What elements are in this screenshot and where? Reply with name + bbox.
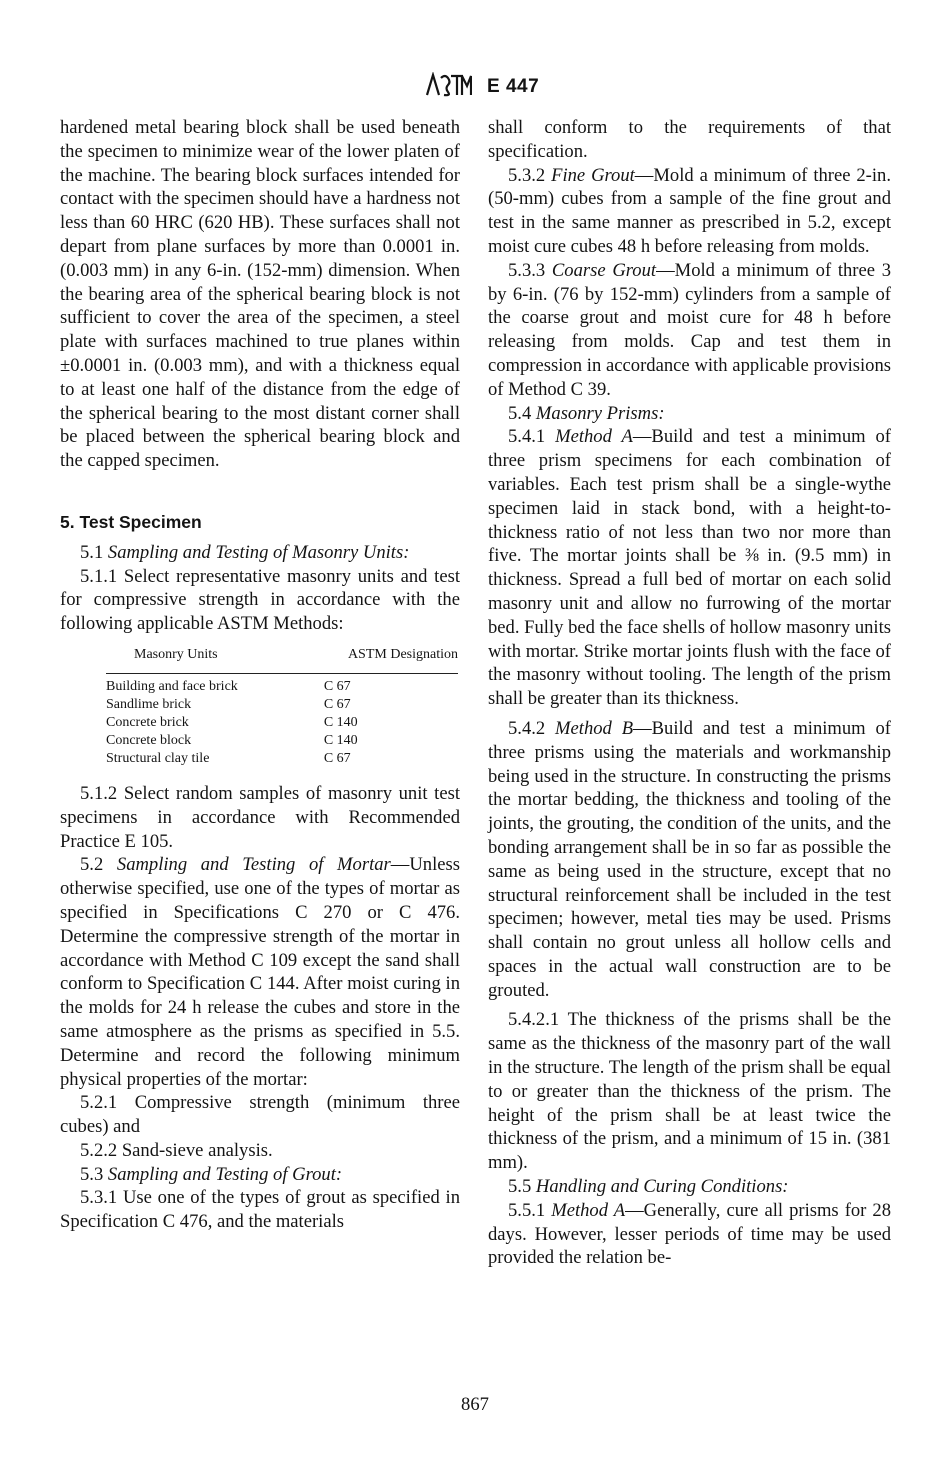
subsection-5-5: 5.5 Handling and Curing Conditions:: [508, 1176, 789, 1198]
table-cell: C 67: [323, 750, 351, 766]
page-number: 867: [461, 1394, 489, 1415]
table-cell: Structural clay tile: [106, 750, 210, 766]
table-header: ASTM Designation: [347, 646, 458, 662]
subsection-5-2: 5.2 Sampling and Testing of Mortar—Unless otherwise specified, use one of the types of mortar as specified in Specifications C 270 or C 476. Determine the compressive strength of the mortar in accordance with Method C 109 except the sand shall conform to Specification C 144. After moist curing in the molds for 24 h release the cubes and store in the same atmosphere as the prisms as specified in 5.5. Determine and record the following minimum physical properties of the mortar:: [60, 854, 460, 1090]
table-row: [106, 750, 458, 768]
left-column: [60, 116, 460, 1234]
table-cell: Building and face brick: [106, 673, 298, 696]
subsection-5-1-2: 5.1.2 Select random samples of masonry unit test specimens in accordance with Recommended Practice E 105.: [60, 782, 460, 852]
table-row: [106, 732, 458, 750]
table-row: [106, 673, 458, 696]
subsection-5-4-2-1: 5.4.2.1 The thickness of the prisms shall be the same as the thickness of the masonry part of the wall in the structure. The length of the prism shall be equal to or greater than the thickness of the prism. The height of the prism shall be at least twice the thickness of the prism, and a minimum of 15 in. (381 mm).: [488, 1009, 891, 1174]
table-cell: Sandlime brick: [106, 696, 192, 712]
section-heading: 5. Test Specimen: [60, 511, 202, 532]
masonry-units-table: [106, 646, 458, 768]
subsection-5-3-2: 5.3.2 Fine Grout—Mold a minimum of three 2-in. (50-mm) cubes from a sample of the fine grout and test in the same manner as prescribed in 5.2, except moist cure cubes 48 h before releasing from molds.: [488, 164, 891, 257]
subsection-5-3: 5.3 Sampling and Testing of Grout:: [80, 1163, 343, 1185]
table-cell: C 140: [323, 714, 358, 730]
subsection-5-1-1: 5.1.1 Select representative masonry units and test for compressive strength in accordance with the following applicable ASTM Methods:: [60, 565, 460, 635]
paragraph: hardened metal bearing block shall be used beneath the specimen to minimize wear of the lower platen of the machine. The bearing block surfaces intended for contact with the specimen should have a hardness not less than 60 HRC (620 HB). These surfaces shall not depart from plane surfaces by more than 0.0001 in. (0.003 mm) in any 6-in. (152-mm) dimension. When the bearing area of the spherical bearing block is not sufficient to cover the area of the specimen, a steel plate with surfaces machined to true planes within ±0.0001 in. (0.003 mm), and with a thickness equal to at least one half of the distance from the edge of the spherical bearing to the most distant corner shall be placed between the spherical bearing block and the capped specimen.: [60, 117, 460, 472]
paragraph: shall conform to the requirements of that specification.: [488, 117, 891, 162]
table-cell: Concrete block: [106, 732, 192, 748]
subsection-5-4-1: 5.4.1 Method A—Build and test a minimum of three prism specimens for each combination of variables. Each test prism shall be a single-wythe specimen laid in stack bond, with a height-to-thickness ratio of not less than two nor more than five. The mortar joints shall be ⅜ in. (9.5 mm) in thickness. Spread a full bed of mortar on each solid masonry unit and allow no furrowing of the mortar bed. Fully bed the face shells of hollow masonry units with mortar. Strike mortar joints flush with the face of the masonry without tooling. The length of the prism shall be greater than its thickness.: [488, 426, 891, 710]
subsection-5-2-1: 5.2.1 Compressive strength (minimum three cubes) and: [60, 1092, 460, 1138]
astm-logo-icon: [424, 72, 472, 98]
table-row: [106, 696, 458, 714]
subsection-5-4-2: 5.4.2 Method B—Build and test a minimum of three prisms using the materials and workmanship being used in the structure. In constructing the prisms the mortar bedding, the thickness and tooling of the joints, the grouting, the condition of the units, and the bonding arrangement shall be in so far as possible the same as being used in the structure, except that no structural reinforcement shall be included in the test specimen; however, metal ties may be used. Prisms shall contain no grout unless all hollow cells and spaces in the actual wall construction are to be grouted.: [488, 717, 891, 1001]
subsection-5-3-3: 5.3.3 Coarse Grout—Mold a minimum of three 3 by 6-in. (76 by 152-mm) cylinders from a sample of the coarse grout and moist cure for 48 h before releasing from molds. Cap and test them in compression in accordance with applicable provisions of Method C 39.: [488, 259, 891, 400]
standard-designation: E 447: [487, 76, 540, 97]
table-cell: C 67: [323, 696, 351, 712]
table-header: Masonry Units: [134, 646, 218, 662]
table-row: [106, 714, 458, 732]
right-column: [488, 116, 891, 1270]
subsection-5-2-2: 5.2.2 Sand-sieve analysis.: [80, 1139, 273, 1161]
table-cell: C 140: [323, 732, 358, 748]
subsection-5-5-1: 5.5.1 Method A—Generally, cure all prisms for 28 days. However, lesser periods of time may be used provided the relation be-: [488, 1199, 891, 1269]
subsection-5-4: 5.4 Masonry Prisms:: [508, 402, 665, 424]
table-cell: Concrete brick: [106, 714, 189, 730]
subsection-5-3-1: 5.3.1 Use one of the types of grout as specified in Specification C 476, and the materials: [60, 1187, 460, 1233]
page-header: [0, 72, 950, 102]
table-cell: C 67: [298, 673, 458, 696]
subsection-5-1: 5.1 Sampling and Testing of Masonry Units:: [80, 541, 410, 563]
